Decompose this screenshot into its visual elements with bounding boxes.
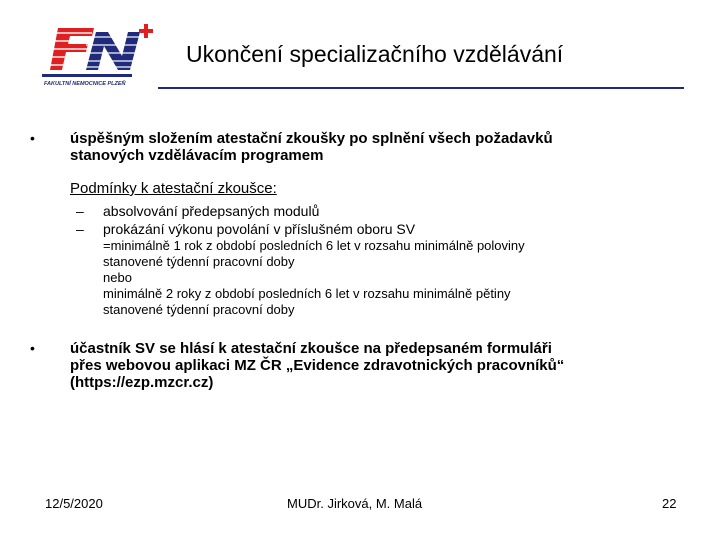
bullet1-line2: stanových vzdělávacím programem <box>70 147 324 164</box>
bullet1-line1: úspěšným složením atestační zkoušky po splnění všech požadavků <box>70 130 553 147</box>
header-divider <box>158 87 684 89</box>
condition-item-modules: absolvování předepsaných modulů <box>103 203 320 219</box>
condition-note-line: stanovené týdenní pracovní doby <box>103 254 295 269</box>
fn-plzen-logo <box>38 22 162 90</box>
bullet-marker: • <box>30 130 35 146</box>
bullet2-line2: přes webovou aplikaci MZ ČR „Evidence zdravotnických pracovníků“ <box>70 357 565 374</box>
condition-item-practice: prokázání výkonu povolání v příslušném oboru SV <box>103 221 416 237</box>
condition-note-line: =minimálně 1 rok z období posledních 6 let v rozsahu minimálně poloviny <box>103 238 525 253</box>
condition-note-line: stanovené týdenní pracovní doby <box>103 302 295 317</box>
bullet2-line1: účastník SV se hlásí k atestační zkoušce na předepsaném formuláři <box>70 340 552 357</box>
conditions-heading: Podmínky k atestační zkoušce: <box>70 180 277 197</box>
footer-authors: MUDr. Jirková, M. Malá <box>287 496 423 511</box>
page-title: Ukončení specializačního vzdělávání <box>186 41 564 67</box>
logo-mark <box>42 24 153 77</box>
footer-date: 12/5/2020 <box>45 496 103 511</box>
condition-note-line: minimálně 2 roky z období posledních 6 let v rozsahu minimálně pětiny <box>103 286 511 301</box>
dash-marker: – <box>76 203 84 219</box>
page-number: 22 <box>662 496 677 511</box>
condition-note-line: nebo <box>103 270 132 285</box>
dash-marker: – <box>76 221 84 237</box>
bullet-marker: • <box>30 340 35 356</box>
bullet2-line3: (https://ezp.mzcr.cz) <box>70 374 214 391</box>
logo-caption: FAKULTNÍ NEMOCNICE PLZEŇ <box>44 81 126 87</box>
